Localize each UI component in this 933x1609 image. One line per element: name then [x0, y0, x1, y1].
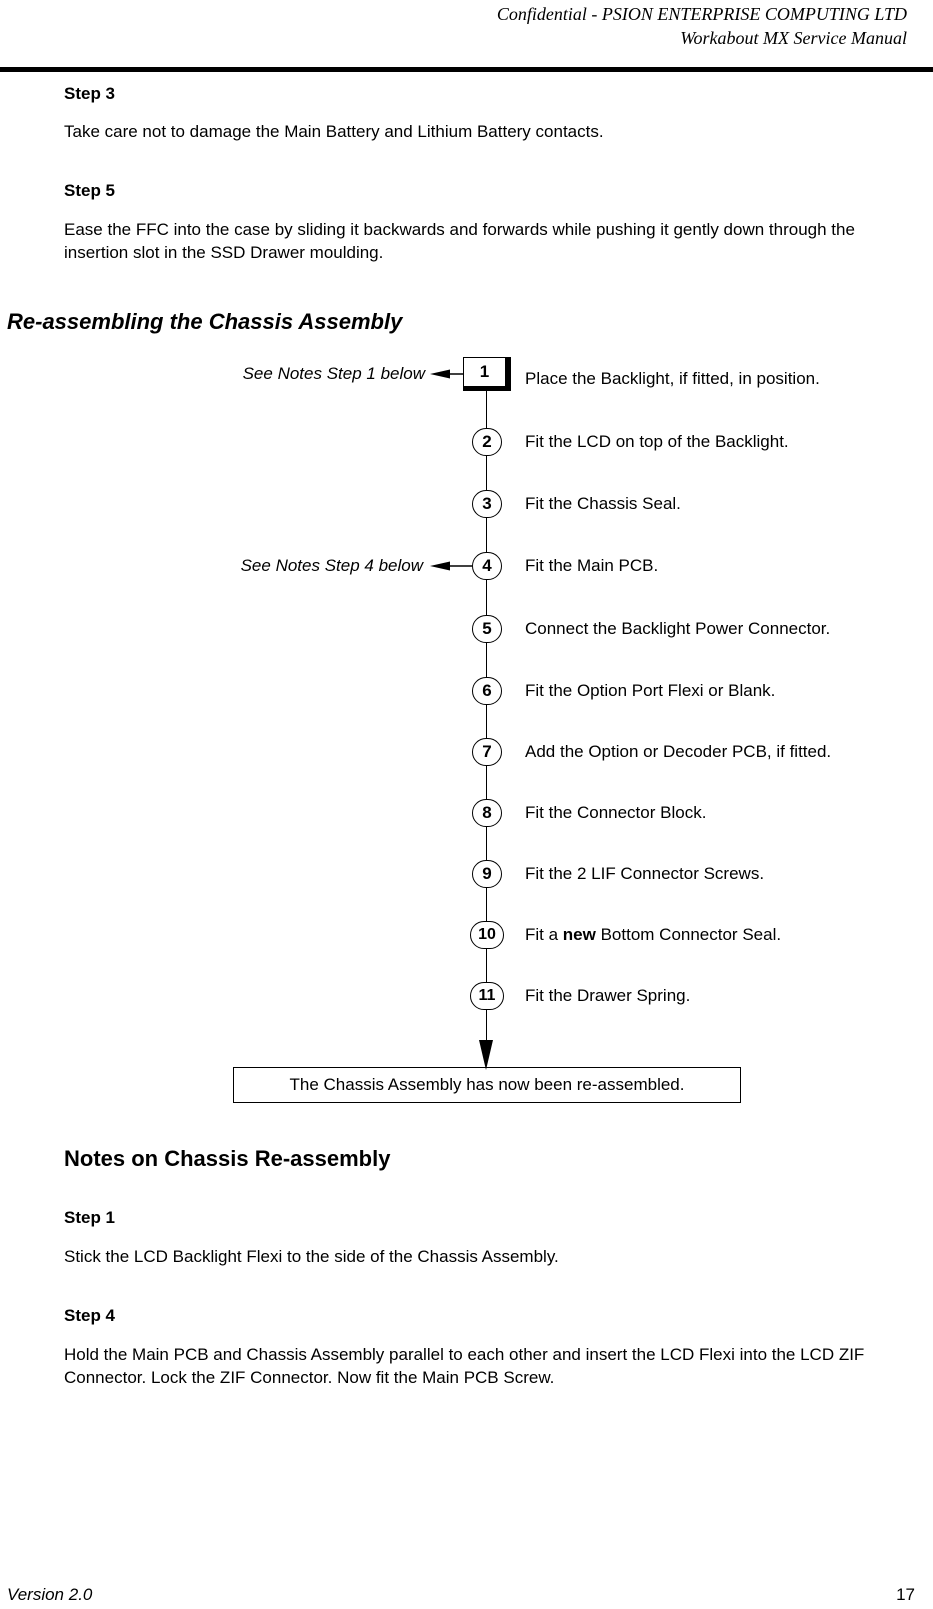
header-company: Confidential - PSION ENTERPRISE COMPUTING LTD: [496, 4, 907, 24]
step-7-text: Add the Option or Decoder PCB, if fitted.: [525, 742, 832, 761]
footer-version: Version 2.0: [7, 1585, 93, 1604]
footer-page-number: 17: [896, 1585, 915, 1604]
step-10-text-before: Fit a: [525, 925, 563, 944]
step-9-text: Fit the 2 LIF Connector Screws.: [525, 864, 765, 883]
note-step4-arrow-icon: [430, 560, 472, 572]
step-8-text: Fit the Connector Block.: [525, 803, 707, 822]
step-1-text: Place the Backlight, if fitted, in position.: [525, 369, 820, 388]
step-5-number: 5: [472, 615, 502, 643]
notes-step1-label: Step 1: [64, 1208, 116, 1227]
note-step1-arrow-icon: [430, 368, 464, 380]
step-5-text: Connect the Backlight Power Connector.: [525, 619, 831, 638]
step-6-text: Fit the Option Port Flexi or Blank.: [525, 681, 776, 700]
note-step4-label: See Notes Step 4 below: [240, 556, 423, 575]
step-11-number: 11: [470, 982, 504, 1010]
step-8-number: 8: [472, 799, 502, 827]
step-2-text: Fit the LCD on top of the Backlight.: [525, 432, 789, 451]
step3-text: Take care not to damage the Main Battery and Lithium Battery contacts.: [64, 122, 604, 141]
step-6-number: 6: [472, 677, 502, 705]
notes-title: Notes on Chassis Re-assembly: [64, 1146, 391, 1171]
note-step1-label: See Notes Step 1 below: [242, 364, 425, 383]
notes-step4-text: Hold the Main PCB and Chassis Assembly parallel to each other and insert the LCD Flexi into the LCD ZIF Connector. Lock the ZIF Connector. Now fit the Main PCB Screw.: [64, 1345, 865, 1387]
step-9-number: 9: [472, 860, 502, 888]
step5-text: Ease the FFC into the case by sliding it backwards and forwards while pushing it gently down through the insertion slot in the SSD Drawer moulding.: [64, 220, 855, 262]
step-10-text-after: Bottom Connector Seal.: [595, 925, 782, 944]
step-3-text: Fit the Chassis Seal.: [525, 494, 681, 513]
step-10-text-bold: new: [562, 925, 596, 944]
step-4-text: Fit the Main PCB.: [525, 556, 659, 575]
result-box: The Chassis Assembly has now been re-assembled.: [233, 1067, 741, 1103]
step-2-number: 2: [472, 428, 502, 456]
step-11-text: Fit the Drawer Spring.: [525, 986, 691, 1005]
step-7-number: 7: [472, 738, 502, 766]
step-10-number: 10: [470, 921, 504, 949]
header-manual-title: Workabout MX Service Manual: [680, 28, 907, 48]
flow-end-arrowhead: [479, 1040, 493, 1070]
header-rule: [0, 67, 933, 72]
page-header: [497, 2, 907, 50]
section-title: Re-assembling the Chassis Assembly: [7, 309, 403, 334]
step5-label: Step 5: [64, 181, 116, 200]
step-10-text: [525, 925, 781, 945]
step-1-number: 1: [463, 357, 506, 387]
step-3-number: 3: [472, 490, 502, 518]
notes-step4-label: Step 4: [64, 1306, 116, 1325]
notes-step1-text: Stick the LCD Backlight Flexi to the side of the Chassis Assembly.: [64, 1247, 559, 1266]
step-4-number: 4: [472, 552, 502, 580]
step3-label: Step 3: [64, 84, 116, 103]
